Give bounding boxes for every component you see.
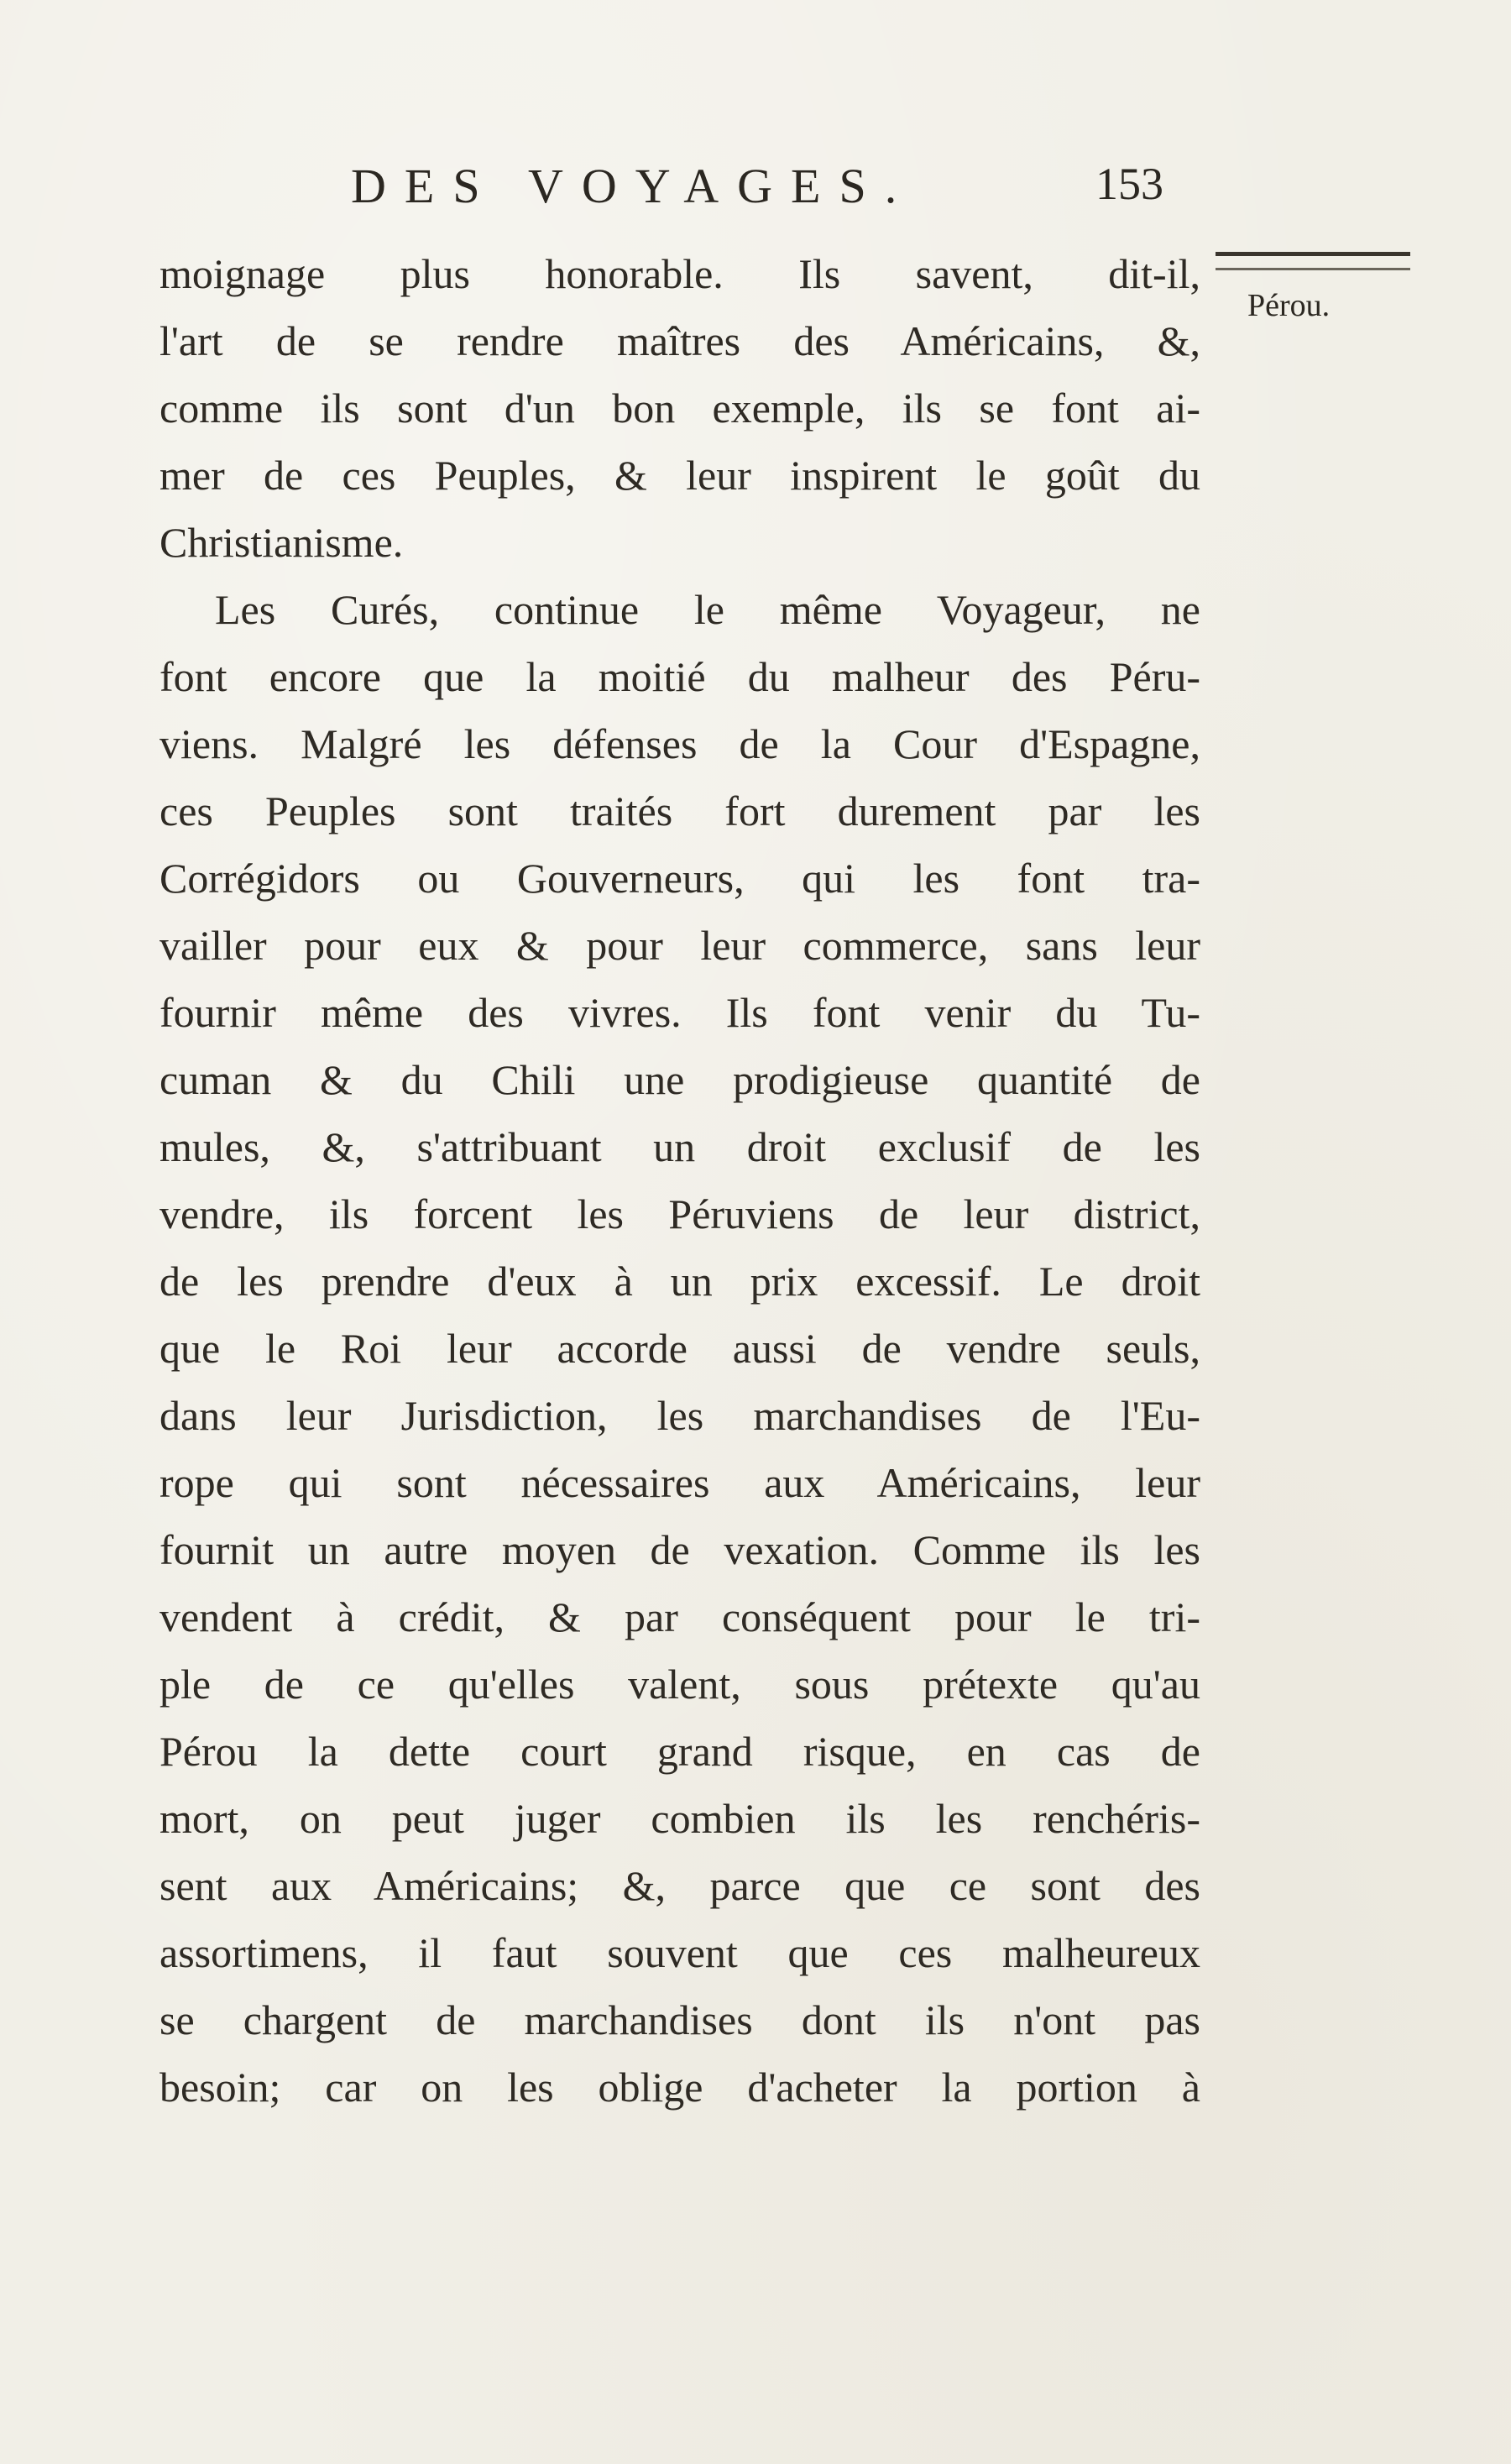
body-text [159,240,1200,2121]
text-line: viens. Malgré les défenses de la Cour d'Espagne, [159,720,1200,767]
page-number: 153 [1095,159,1163,209]
text-line: se chargent de marchandises dont ils n'ont pas [159,1996,1200,2043]
text-line: Les Curés, continue le même Voyageur, ne [215,586,1200,633]
text-line: rope qui sont nécessaires aux Américains, leur [159,1459,1200,1506]
page-header [159,158,1200,225]
text-line: fournir même des vivres. Ils font venir du Tu- [159,989,1200,1036]
text-line: assortimens, il faut souvent que ces malheureux [159,1929,1200,1976]
margin-rule [1216,252,1410,270]
text-line: dans leur Jurisdiction, les marchandises de l'Eu- [159,1392,1200,1439]
text-line: vendent à crédit, & par conséquent pour le tri- [159,1593,1200,1640]
running-title: DES VOYAGES. [351,159,916,213]
margin-note: Pérou. [1247,288,1331,323]
text-line: que le Roi leur accorde aussi de vendre seuls, [159,1325,1200,1372]
text-line: l'art de se rendre maîtres des Américains, &, [159,317,1200,364]
text-line: Christianisme. [159,519,404,566]
text-line: mort, on peut juger combien ils les renchéris- [159,1795,1200,1842]
text-line: mer de ces Peuples, & leur inspirent le goût du [159,452,1200,499]
text-line: mules, &, s'attribuant un droit exclusif de les [159,1123,1200,1170]
text-line: comme ils sont d'un bon exemple, ils se font ai- [159,385,1200,432]
text-line: ple de ce qu'elles valent, sous prétexte qu'au [159,1661,1200,1708]
text-line: Corrégidors ou Gouverneurs, qui les font tra- [159,855,1200,902]
text-line: de les prendre d'eux à un prix excessif. Le droit [159,1258,1200,1305]
text-line: fournit un autre moyen de vexation. Comme ils les [159,1526,1200,1573]
text-line: vailler pour eux & pour leur commerce, sans leur [159,922,1200,969]
text-line: vendre, ils forcent les Péruviens de leur district, [159,1190,1200,1237]
text-line: ces Peuples sont traités fort durement par les [159,787,1200,834]
text-line: font encore que la moitié du malheur des Péru- [159,653,1200,700]
text-line: moignage plus honorable. Ils savent, dit-il, [159,250,1200,297]
text-line: besoin; car on les oblige d'acheter la portion à [159,2064,1200,2111]
text-line: cuman & du Chili une prodigieuse quantité de [159,1056,1200,1103]
text-line: Pérou la dette court grand risque, en cas de [159,1728,1200,1775]
text-line: sent aux Américains; &, parce que ce sont des [159,1862,1200,1909]
